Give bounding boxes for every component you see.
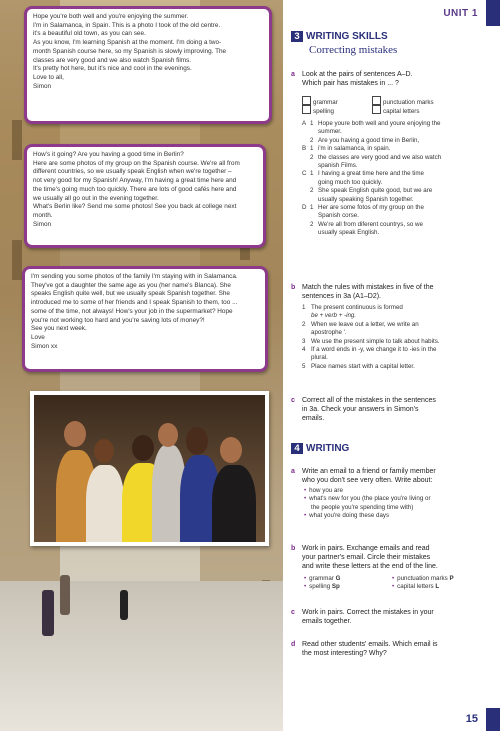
card-line: you're not working too hard and you're saving lots of money?! [31, 316, 205, 324]
card-line: What's Berlin like? Send me some photos! See you back at college next [33, 203, 237, 211]
pedestrian [120, 590, 128, 620]
checkbox-spelling[interactable]: spelling [302, 105, 392, 116]
family-photo [30, 391, 269, 546]
section-title: WRITING [306, 443, 350, 454]
sentence-pairs: A 1 Hope youre both well and youre enjoying the summer. 2 Are you having a good time in Berlin, B 1 i'm in salamanca, in spain. 2 the classes are very good and we also watch spanish Films. C 1 I having a great time here and the time going much too quickly. 2 She speak English quite good, but we are usually speaking Spanish together. D 1 Her are some fotos of my group on the Spanish corse. 2 We're all from diferent countrys, so we usually speak English. [302, 120, 442, 237]
card-line: How's it going? Are you having a good time in Berlin? [33, 151, 184, 158]
email-card-3 [22, 266, 268, 372]
card-line: introduced me to some of her friends and I speak Spanish to them, too ... [31, 299, 238, 307]
exercise-4a-label: a [291, 468, 295, 475]
checkbox-punctuation[interactable]: punctuation marks [372, 96, 472, 107]
exercise-3a-text: Look at the pairs of sentences A–D. Which pair has mistakes in ... ? [302, 71, 413, 87]
card-line: Love to all, [33, 73, 64, 81]
card-line: It's pretty hot here, but it's nice and cool in the evenings. [33, 65, 192, 73]
card-line: some of the time, not always! How's your job in the supermarket? Hope [31, 307, 233, 315]
card-line: speaks English quite well, but we usually speak Spanish together. She [31, 290, 230, 298]
exercise-4c-label: c [291, 609, 295, 616]
checkbox-grammar[interactable]: grammar [302, 96, 392, 107]
unit-label-text: UNIT 1 [443, 8, 478, 19]
exercise-4c-text: Work in pairs. Correct the mistakes in your emails together. [302, 609, 434, 625]
exercise-3a-label: a [291, 71, 295, 78]
section-number: 4 [291, 443, 303, 454]
card-line: See you next week. [31, 325, 87, 333]
card-line: we usually all go out in the evening together. [33, 194, 159, 202]
rules-list: 1 The present continuous is formed be + verb + -ing. 2 When we leave out a letter, we write an apostrophe '. 3 We use the present simple to talk about habits. 4 If a word ends in -y, we change it to -ies in the plural. 5 Place names start with a capital letter. [302, 304, 440, 370]
section-title: WRITING SKILLS [306, 31, 388, 42]
section-number: 3 [291, 31, 303, 42]
page-number: 15 [465, 713, 478, 725]
exercise-4d-text: Read other students' emails. Which email is the most interesting? Why? [302, 641, 438, 657]
section-subtitle: Correcting mistakes [309, 44, 398, 56]
card-line: month Spanish course here, so my Spanish is slowly improving. The [33, 47, 227, 55]
card-line: As you know, I'm learning Spanish at the moment. I'm doing a two- [33, 39, 222, 47]
checkbox-capitals[interactable]: capital letters [372, 105, 472, 116]
card-line: I'm in Salamanca, in Spain. This is a photo I took of the old centre. [33, 21, 221, 29]
card-line: I'm sending you some photos of the family I'm staying with in Salamanca. [31, 273, 238, 280]
unit-label [443, 8, 478, 19]
unit-tab [486, 0, 500, 26]
card-line: Hope you're both well and you're enjoying the summer. [33, 13, 189, 20]
exercise-3c-label: c [291, 397, 295, 404]
card-line: Simon [33, 220, 52, 228]
card-line: it's a beautiful old town, as you can see. [33, 30, 146, 38]
section-3-heading [291, 31, 388, 42]
card-line: Simon xx [31, 342, 58, 350]
card-line: They've got a daughter the same age as you (her name's Blanca). She [31, 281, 231, 289]
exercise-3b-text: Match the rules with mistakes in five of the sentences in 3a (A1–D2). [302, 284, 434, 300]
exercise-4a-text: Write an email to a friend or family member who you don't see very often. Write about: [302, 468, 436, 484]
exercise-4d-label: d [291, 641, 296, 648]
card-line: different countries, so we usually speak English when we're together – [33, 168, 232, 176]
pedestrian [42, 590, 54, 636]
email-card-1 [24, 6, 272, 124]
exercise-4b-label: b [291, 545, 296, 552]
exercise-3b-label: b [291, 284, 296, 291]
mistake-codes: • grammar G • punctuation marks P • spelling Sp • capital letters L [304, 575, 494, 592]
section-4-heading [291, 443, 349, 454]
page-tab [486, 708, 500, 731]
card-line: classes are very good and we also watch Spanish films. [33, 56, 192, 64]
email-card-2 [24, 144, 266, 248]
exercise-4b-text: Work in pairs. Exchange emails and read your partner's email. Circle their mistakes and write these letters at the end of the line. [302, 545, 438, 570]
card-line: Love [31, 333, 45, 341]
card-line: month. [33, 211, 53, 219]
topic-bullets: • how you are • what's new for you (the place you're living or the people you're spending time with) • what you're doing these days [304, 487, 494, 521]
card-line: the time's going much too quickly. There are lots of good cafés here and [33, 185, 237, 193]
pedestrian [60, 575, 70, 615]
exercise-3c-text: Correct all of the mistakes in the sentences in 3a. Check your answers in Simon's emails. [302, 397, 436, 422]
card-line: Simon [33, 82, 52, 90]
card-line: not very good for my Spanish! Anyway, I'm having a great time here and [33, 177, 237, 185]
card-line: Here are some photos of my group on the Spanish course. We're all from [33, 159, 240, 167]
